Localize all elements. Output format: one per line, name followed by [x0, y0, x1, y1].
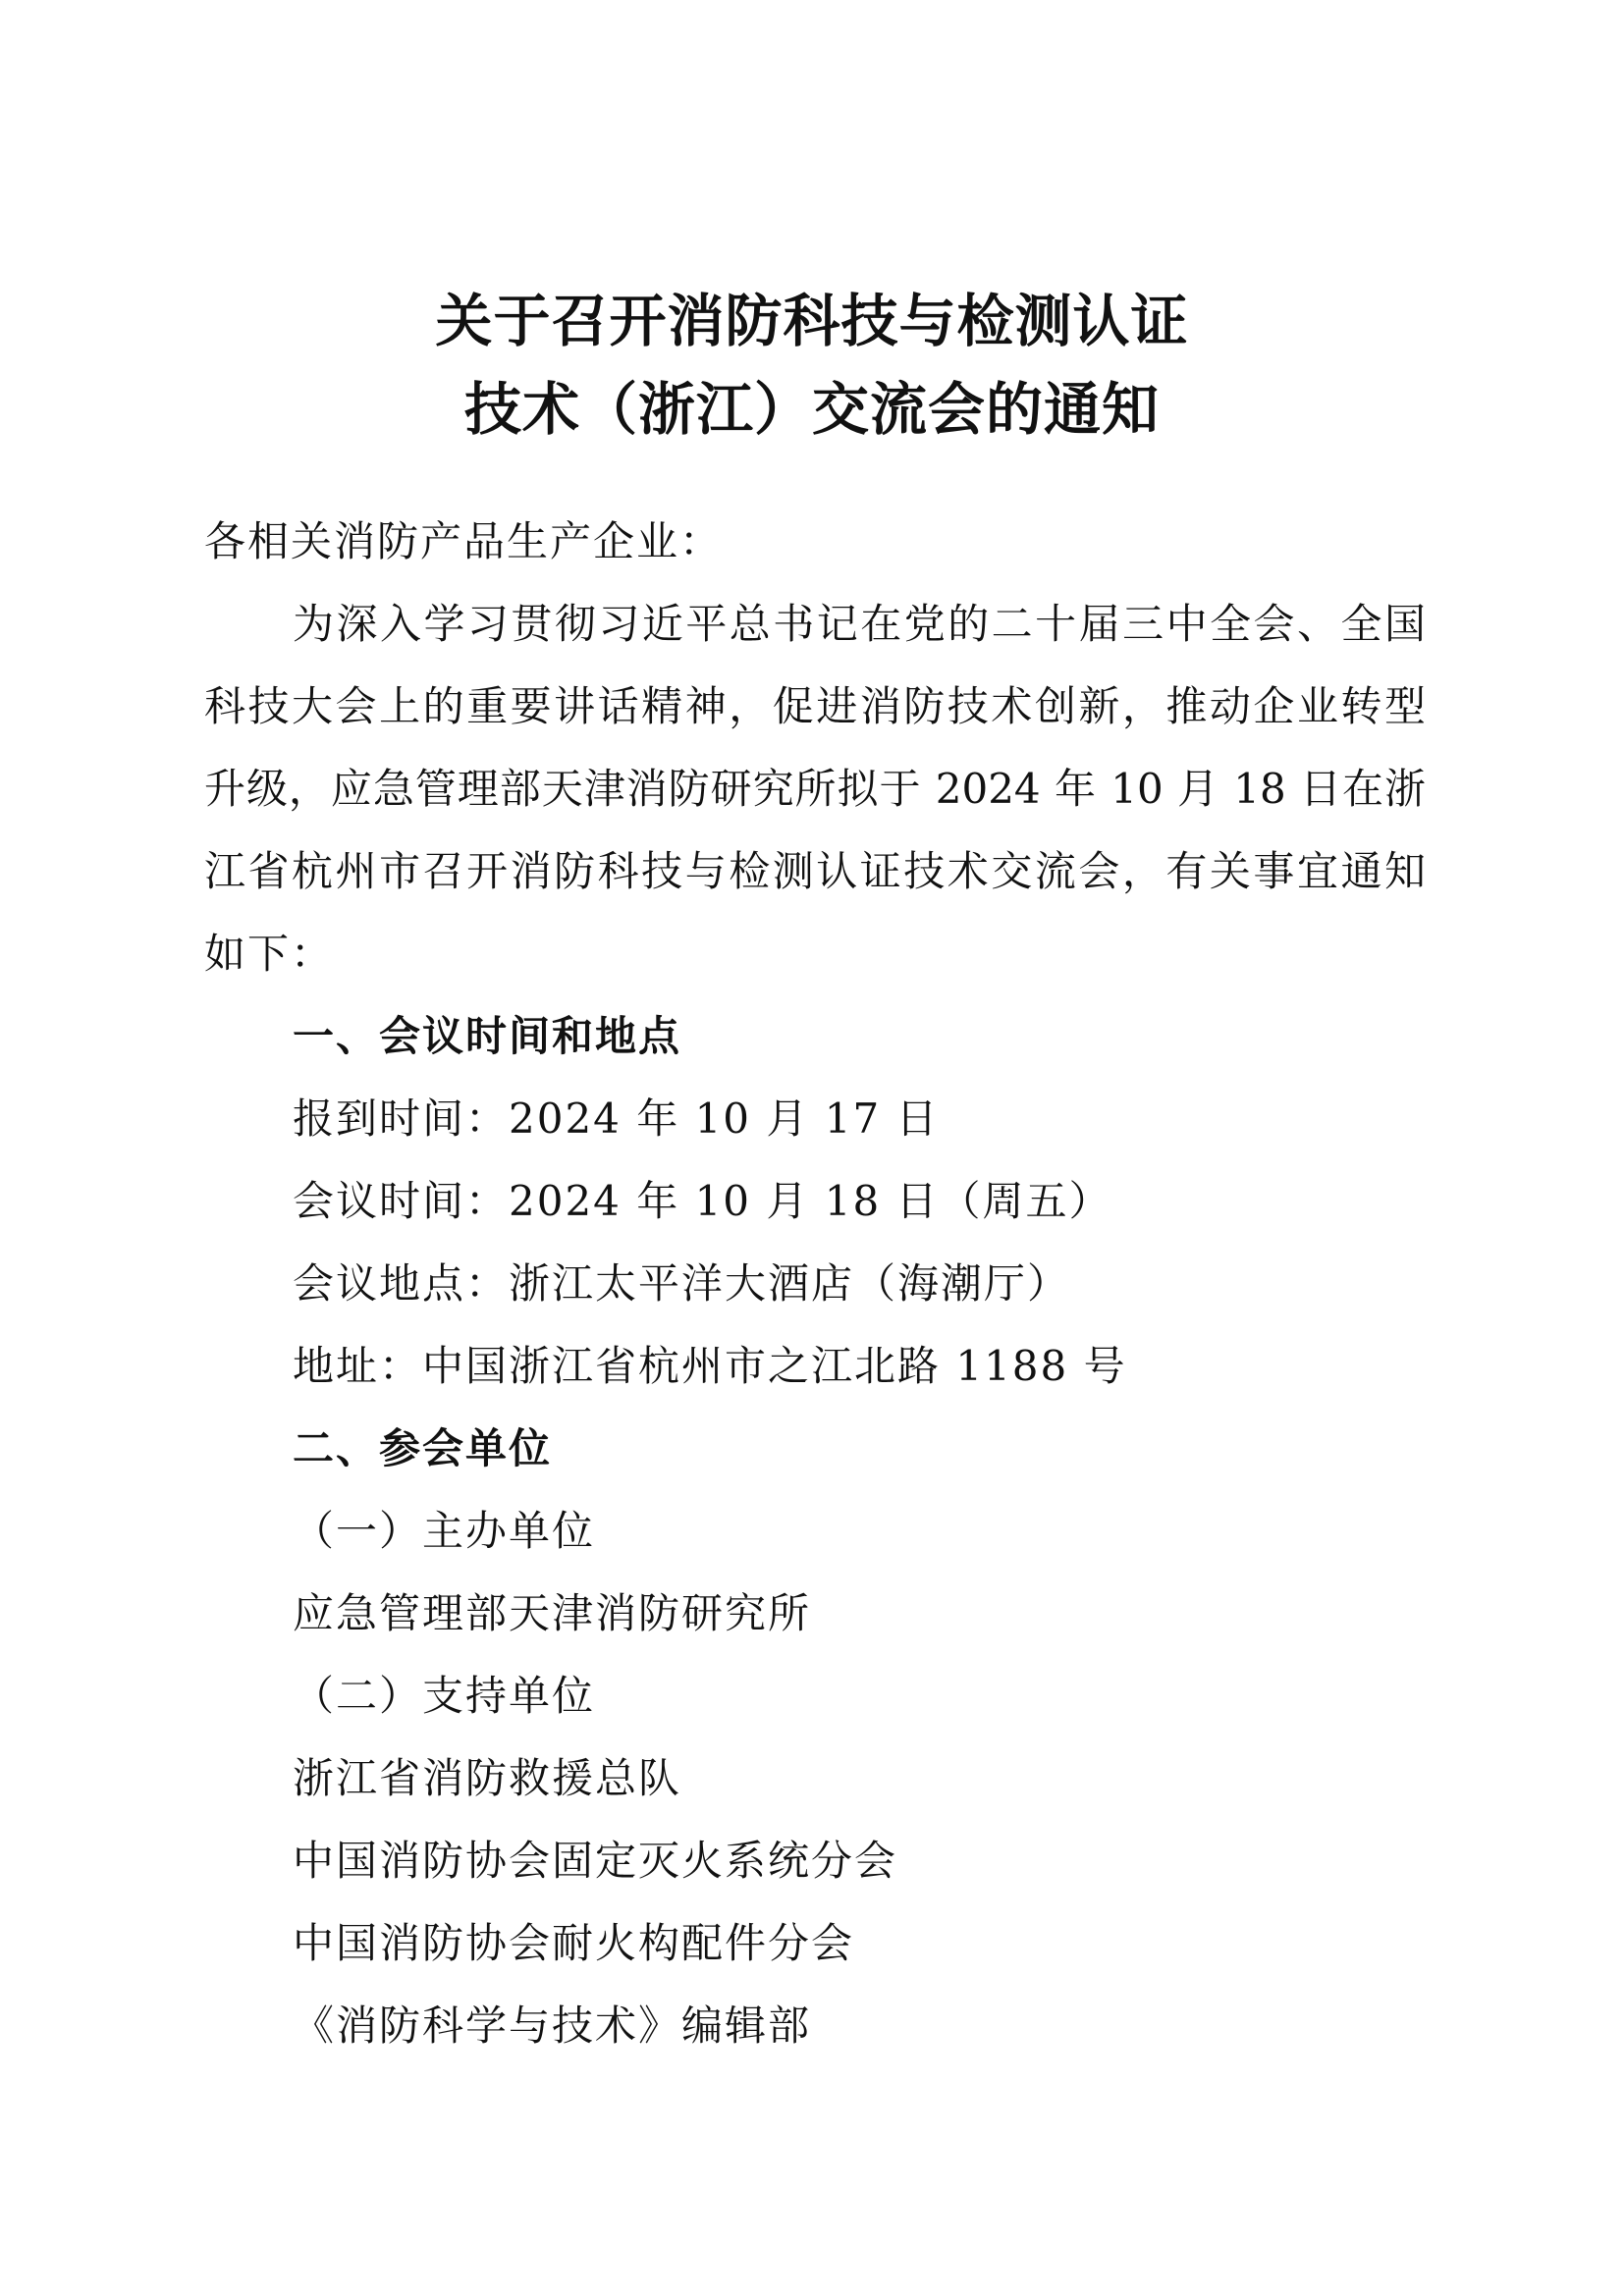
supporter-item: 中国消防协会固定灭火系统分会 — [293, 1837, 898, 1885]
meeting-time: 会议时间：2024 年 10 月 18 日（周五） — [293, 1177, 1112, 1225]
intro-paragraph-line: 升级，应急管理部天津消防研究所拟于 2024 年 10 月 18 日在浙 — [204, 765, 1426, 813]
salutation: 各相关消防产品生产企业： — [204, 517, 724, 565]
document-title-line-2: 技术（浙江）交流会的通知 — [463, 376, 1160, 443]
intro-paragraph-line: 如下： — [204, 930, 335, 978]
section-2-heading: 二、参会单位 — [293, 1424, 553, 1472]
organizer-item: 应急管理部天津消防研究所 — [293, 1589, 812, 1637]
intro-paragraph-line: 科技大会上的重要讲话精神，促进消防技术创新，推动企业转型 — [204, 682, 1426, 730]
document-title-line-1: 关于召开消防科技与检测认证 — [435, 288, 1189, 354]
supporter-item: 浙江省消防救援总队 — [293, 1754, 682, 1802]
intro-paragraph-line: 为深入学习贯彻习近平总书记在党的二十届三中全会、全国 — [293, 600, 1426, 648]
supporter-item: 《消防科学与技术》编辑部 — [293, 2002, 812, 2050]
meeting-address: 地址：中国浙江省杭州市之江北路 1188 号 — [293, 1342, 1127, 1390]
supporter-item: 中国消防协会耐火构配件分会 — [293, 1919, 855, 1967]
intro-paragraph-line: 江省杭州市召开消防科技与检测认证技术交流会，有关事宜通知 — [204, 847, 1426, 895]
section-1-heading: 一、会议时间和地点 — [293, 1012, 682, 1060]
meeting-venue: 会议地点：浙江太平洋大酒店（海潮厅） — [293, 1259, 1071, 1308]
registration-time: 报到时间：2024 年 10 月 17 日 — [293, 1095, 940, 1143]
organizer-heading: （一）主办单位 — [293, 1507, 596, 1555]
supporter-heading: （二）支持单位 — [293, 1672, 596, 1720]
